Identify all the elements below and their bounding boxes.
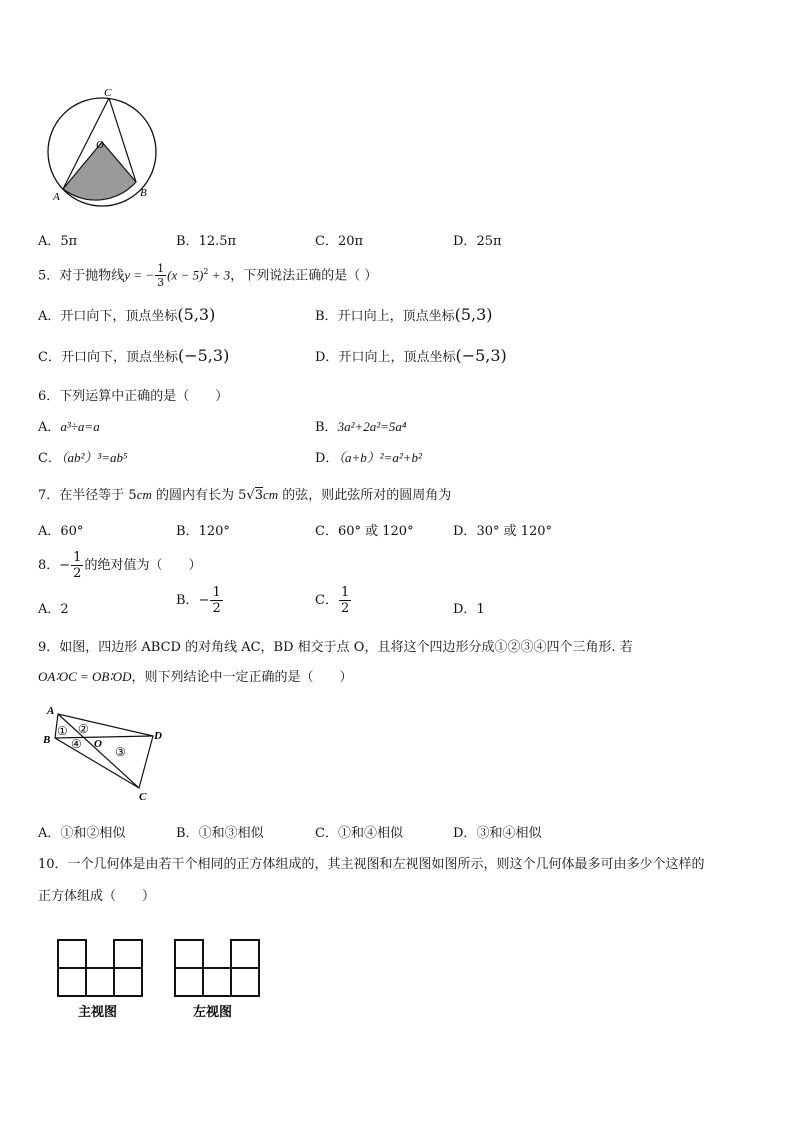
q5-suffix: ，下列说法正确的是（ ）: [230, 268, 378, 284]
q9-label-c: C: [139, 791, 147, 803]
option-key: B．: [176, 524, 199, 539]
option-fraction: $\frac{1}{2}$: [212, 585, 221, 616]
q5-eq-exp: 2: [203, 267, 209, 276]
q9-option-c: [315, 822, 403, 841]
option-sign: −: [198, 593, 210, 608]
option-key: C．: [38, 350, 61, 365]
option-key: C．: [315, 234, 338, 249]
q7-option-d: [453, 520, 552, 539]
option-key: D．: [453, 602, 477, 617]
q7-stem-b: 的圆内有长为 5: [151, 488, 247, 503]
q9-region-2: ②: [78, 722, 89, 736]
q8-prefix: 8．−: [38, 558, 71, 573]
q10-front-view: [58, 940, 142, 996]
option-key: C．: [315, 524, 338, 539]
q9-diagonal-bd: [55, 736, 153, 738]
q6-stem: 6．下列运算中正确的是（ ）: [38, 389, 229, 404]
q5-eq-fraction: $\frac{1}{3}$: [157, 262, 165, 290]
q6-option-a: [38, 416, 100, 435]
option-fraction: $\frac{1}{2}$: [340, 585, 350, 616]
option-text: 12.5π: [198, 234, 237, 249]
q9-quadrilateral-figure: [40, 700, 170, 804]
option-key: C．: [315, 826, 338, 841]
q8-fraction: $\frac{1}{2}$: [73, 550, 82, 581]
q9-stem-tail: ，则下列结论中一定正确的是（ ）: [131, 670, 353, 685]
option-text: 开口向下，顶点坐标: [60, 350, 178, 365]
option-text: 20π: [337, 234, 364, 249]
option-key: C．: [315, 593, 338, 608]
q4-option-d: [453, 230, 502, 249]
option-text: a³÷a=a: [60, 419, 100, 434]
q9-label-d: D: [154, 730, 162, 742]
q7-unit: cm: [136, 487, 152, 502]
q6-option-b: [315, 416, 406, 435]
option-key: B．: [176, 826, 199, 841]
q4-option-a: [38, 230, 77, 249]
option-key: A．: [38, 524, 61, 539]
q8-suffix: 的绝对值为（ ）: [84, 558, 202, 573]
q9-option-a: [38, 822, 125, 841]
q4-option-b: [176, 230, 236, 249]
q7-sqrt-value: 3: [254, 488, 263, 503]
option-key: A．: [38, 420, 61, 435]
q5-prefix: 5．对于抛物线: [38, 268, 125, 284]
q10-left-view-caption: 左视图: [193, 1005, 233, 1020]
q7-stem-c: 的弦，则此弦所对的圆周角为: [278, 488, 452, 503]
q5-option-a: [38, 305, 215, 324]
option-text: 2: [60, 602, 69, 617]
q8-stem: [38, 551, 201, 580]
option-key: D．: [315, 350, 339, 365]
q9-stem-line1: 9．如图，四边形 ABCD 的对角线 AC，BD 相交于点 O，且将这个四边形分成①②③④四个三角形. 若: [38, 640, 633, 655]
q10-stem-line1: 10．一个几何体是由若干个相同的正方体组成的，其主视图和左视图如图所示，则这个几何体最多可由多少个这样的: [38, 857, 705, 872]
option-text: 30° 或 120°: [476, 524, 553, 539]
q7-unit: cm: [262, 487, 279, 502]
option-key: B．: [176, 593, 199, 608]
q4-label-a: A: [53, 191, 60, 203]
option-key: C．: [38, 451, 61, 466]
q9-region-4: ④: [71, 737, 82, 751]
q10-views-figure: [50, 928, 270, 1024]
q9-label-b: B: [43, 734, 51, 746]
q9-diagonal-ac: [58, 714, 139, 788]
option-text: 25π: [476, 234, 502, 249]
q9-label-a: A: [47, 705, 55, 717]
q5-eq-y: y = −: [124, 267, 155, 283]
q4-label-c: C: [104, 87, 112, 99]
q8-option-b: [176, 586, 224, 615]
q5-eq-rest: (x − 5): [167, 267, 204, 283]
q10-front-view-caption: 主视图: [78, 1005, 118, 1020]
option-key: A．: [38, 234, 61, 249]
option-key: A．: [38, 309, 61, 324]
q4-circle-figure: [40, 82, 170, 212]
q6-option-d: [315, 447, 422, 466]
option-key: D．: [453, 234, 477, 249]
q8-option-d: [453, 598, 485, 617]
q9-option-d: [453, 822, 541, 841]
q5-option-c: [38, 346, 229, 365]
option-key: D．: [453, 826, 477, 841]
q8-option-a: [38, 598, 69, 617]
option-text: （a+b）²=a²+b²: [338, 450, 422, 465]
option-coord: (5,3): [177, 305, 216, 324]
option-text: 开口向下，顶点坐标: [60, 309, 178, 324]
option-coord: (−5,3): [455, 346, 507, 365]
option-key: B．: [176, 234, 199, 249]
option-text: 开口向上，顶点坐标: [337, 309, 455, 324]
option-text: 60° 或 120°: [337, 524, 414, 539]
option-text: 60°: [60, 524, 84, 539]
q7-option-b: [176, 520, 230, 539]
q9-ratio: OA∶OC = OB∶OD: [38, 669, 132, 684]
option-text: 120°: [198, 524, 230, 539]
option-text: ①和②相似: [60, 826, 126, 841]
q4-label-b: B: [140, 187, 147, 199]
q5-option-b: [315, 305, 493, 324]
option-text: ①和③相似: [198, 826, 264, 841]
option-text: 5π: [60, 234, 78, 249]
q5-eq-tail: + 3: [208, 267, 231, 283]
q6-option-c: [38, 447, 128, 466]
q5-option-d: [315, 346, 507, 365]
option-coord: (5,3): [454, 305, 493, 324]
q8-option-c: [315, 586, 352, 615]
q7-option-a: [38, 520, 83, 539]
option-key: A．: [38, 826, 61, 841]
q4-label-o: O: [96, 139, 104, 151]
q9-region-1: ①: [57, 724, 68, 738]
q7-stem: [38, 484, 451, 503]
option-text: 开口向上，顶点坐标: [338, 350, 456, 365]
option-text: ③和④相似: [476, 826, 542, 841]
q9-region-3: ③: [115, 745, 126, 759]
option-coord: (−5,3): [177, 346, 230, 365]
q5-stem: [38, 258, 377, 290]
sqrt-symbol: √: [246, 488, 255, 503]
q9-stem-line2: [38, 666, 353, 685]
q7-option-c: [315, 520, 414, 539]
q4-option-c: [315, 230, 363, 249]
q7-stem-a: 7．在半径等于 5: [38, 488, 137, 503]
q10-left-view: [175, 940, 259, 996]
option-text: ①和④相似: [337, 826, 403, 841]
option-key: A．: [38, 602, 61, 617]
option-text: 3a²+2a²=5a⁴: [337, 419, 407, 434]
option-key: D．: [453, 524, 477, 539]
q10-stem-line2: 正方体组成（ ）: [38, 889, 156, 904]
option-key: D．: [315, 451, 339, 466]
option-key: B．: [315, 420, 338, 435]
q9-option-b: [176, 822, 264, 841]
q9-label-o: O: [94, 738, 102, 750]
option-key: B．: [315, 309, 338, 324]
option-text: （ab²）³=ab⁵: [60, 450, 128, 465]
option-text: 1: [476, 602, 485, 617]
